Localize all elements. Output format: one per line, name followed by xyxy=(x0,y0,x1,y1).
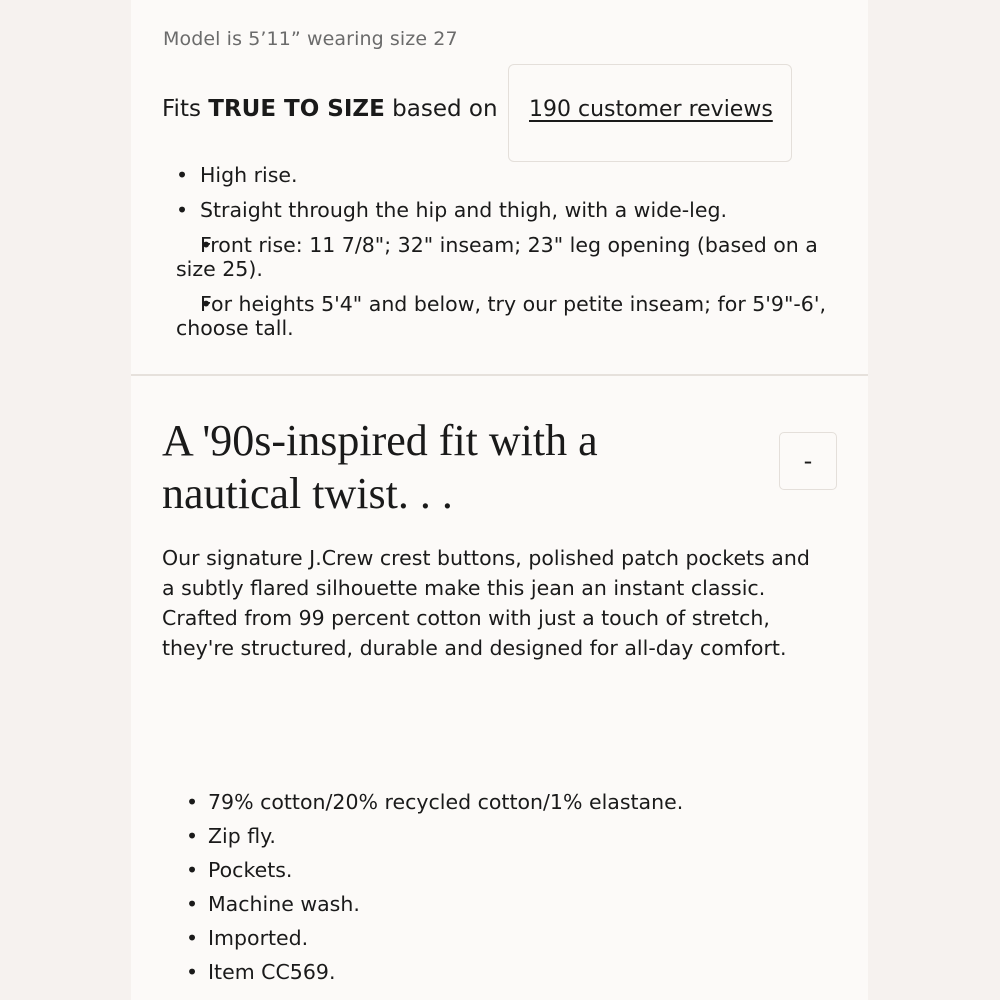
fit-summary xyxy=(162,96,498,122)
product-specs-list xyxy=(186,785,683,989)
list-item: • Imported. xyxy=(186,921,683,955)
product-story-heading: A '90s-inspired fit with a nautical twist. . . xyxy=(162,416,598,518)
product-description: Our signature J.Crew crest buttons, polished patch pockets and a subtly flared silhouette make this jean an instant classic. Crafted from 99 percent cotton with just a touch of stretch, they're structured, durable and designed for all-day comfort. xyxy=(162,546,810,660)
list-item: • Straight through the hip and thigh, with a wide-leg. xyxy=(176,198,856,222)
list-item: • For heights 5'4" and below, try our petite inseam; for 5'9"-6', choose tall. xyxy=(176,292,856,340)
fit-details-list xyxy=(176,163,856,351)
fit-rating: TRUE TO SIZE xyxy=(208,96,385,122)
product-details-panel xyxy=(131,0,868,1000)
list-item: • Front rise: 11 7/8"; 32" inseam; 23" leg opening (based on a size 25). xyxy=(176,233,856,281)
list-item: • Item CC569. xyxy=(186,955,683,989)
list-item: • 79% cotton/20% recycled cotton/1% elastane. xyxy=(186,785,683,819)
page-margin-right xyxy=(868,0,1000,1000)
list-item: • Pockets. xyxy=(186,853,683,887)
fit-prefix: Fits xyxy=(162,96,209,122)
list-item: • High rise. xyxy=(176,163,856,187)
fit-details-section xyxy=(131,0,868,376)
collapse-button[interactable]: - xyxy=(779,432,837,490)
list-item: • Zip fly. xyxy=(186,819,683,853)
fit-suffix: based on xyxy=(384,96,498,122)
model-size-note: Model is 5’11” wearing size 27 xyxy=(163,28,458,50)
page-margin-left xyxy=(0,0,131,1000)
list-item: • Machine wash. xyxy=(186,887,683,921)
customer-reviews-button[interactable] xyxy=(508,64,792,162)
customer-reviews-link[interactable]: 190 customer reviews xyxy=(529,97,773,122)
